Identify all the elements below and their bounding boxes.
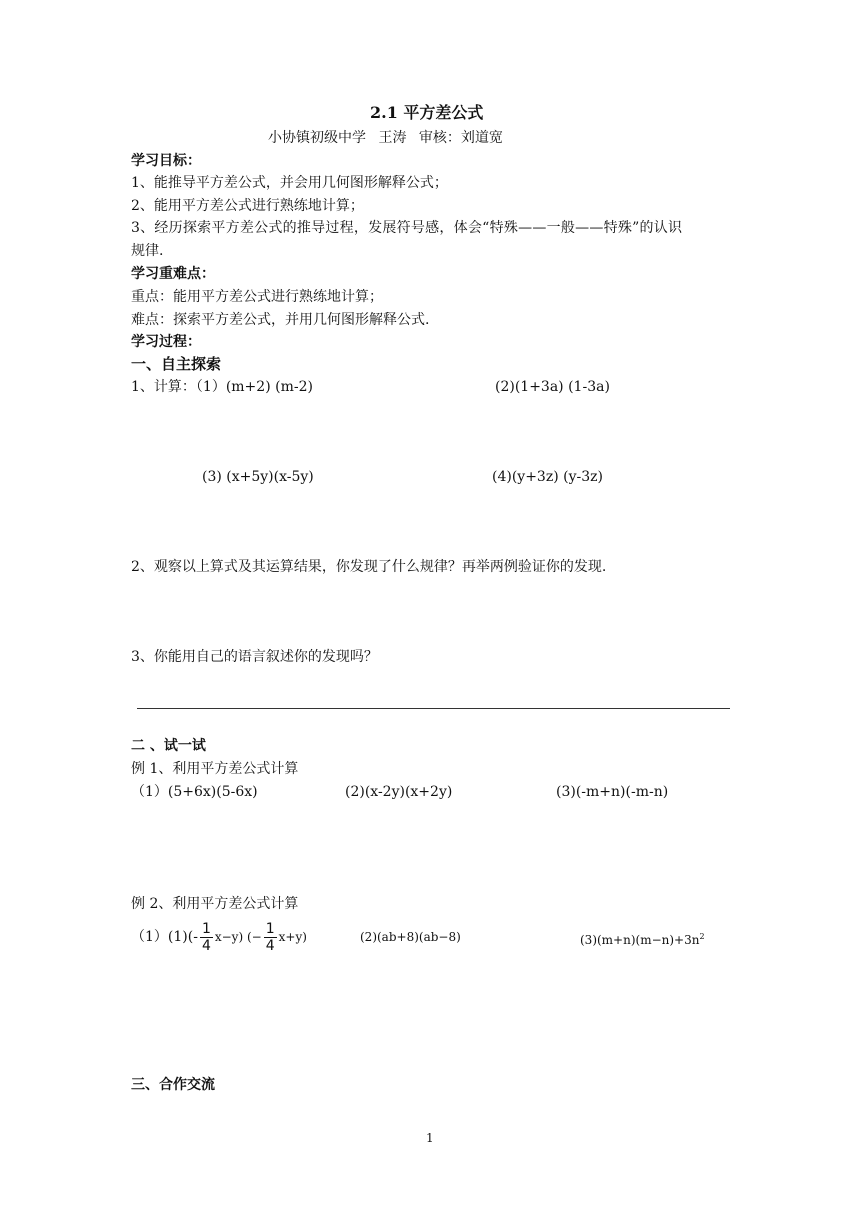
fraction-numerator: 1 — [201, 920, 211, 937]
question-1b: (2)(1+3a) (1-3a) — [495, 379, 610, 395]
keypoint-line: 难点：探索平方差公式，并用几何图形解释公式. — [131, 312, 430, 328]
example-2c-main: (3)(m+n)(m−n)+3n — [580, 933, 700, 947]
fraction — [200, 921, 213, 954]
keypoints-heading: 学习重难点： — [131, 266, 215, 282]
example-2a-prefix: （1）(1)(- — [131, 929, 198, 945]
page-title: 2.1 平方差公式 — [370, 103, 484, 122]
example-2a-mid: x−y) (− — [214, 930, 262, 944]
fraction-numerator: 1 — [265, 920, 275, 937]
goals-heading: 学习目标： — [131, 153, 201, 169]
goal-line: 规律. — [131, 243, 164, 259]
example-2c — [580, 927, 705, 950]
example-2b: (2)(ab+8)(ab−8) — [360, 930, 461, 944]
page-number: 1 — [426, 1131, 434, 1145]
section-heading: 二 、试一试 — [131, 738, 206, 754]
goal-line: 3、经历探索平方差公式的推导过程，发展符号感，体会“特殊——一般——特殊”的认识 — [131, 220, 683, 236]
example-1a: （1）(5+6x)(5-6x) — [131, 784, 258, 800]
example-2a — [131, 917, 307, 957]
example-1-title: 例 1、利用平方差公式计算 — [131, 761, 299, 777]
keypoint-line: 重点：能用平方差公式进行熟练地计算； — [131, 289, 383, 305]
example-2-title: 例 2、利用平方差公式计算 — [131, 896, 299, 912]
goal-line: 1、能推导平方差公式，并会用几何图形解释公式； — [131, 175, 448, 191]
fraction-denominator: 4 — [265, 937, 275, 954]
byline: 小协镇初级中学 王涛 审核：刘道宽 — [268, 130, 503, 146]
section-heading: 一、自主探索 — [131, 355, 222, 373]
process-heading: 学习过程： — [131, 334, 201, 350]
goal-line: 2、能用平方差公式进行熟练地计算； — [131, 198, 364, 214]
exponent: 2 — [699, 932, 705, 941]
question-1d: (4)(y+3z) (y-3z) — [492, 469, 603, 485]
question-1a: 1、计算：（1）(m+2) (m-2) — [131, 379, 313, 395]
example-1c: (3)(-m+n)(-m-n) — [556, 784, 669, 800]
example-1b: (2)(x-2y)(x+2y) — [345, 784, 453, 800]
fraction-denominator: 4 — [201, 937, 211, 954]
question-2: 2、观察以上算式及其运算结果，你发现了什么规律？再举两例验证你的发现. — [131, 559, 607, 575]
answer-line — [137, 708, 730, 709]
question-3: 3、你能用自己的语言叙述你的发现吗？ — [131, 649, 378, 665]
question-1c: (3) (x+5y)(x-5y) — [202, 469, 314, 485]
example-2a-suffix: x+y) — [278, 930, 307, 944]
section-heading: 三、合作交流 — [131, 1077, 215, 1093]
fraction — [264, 921, 277, 954]
